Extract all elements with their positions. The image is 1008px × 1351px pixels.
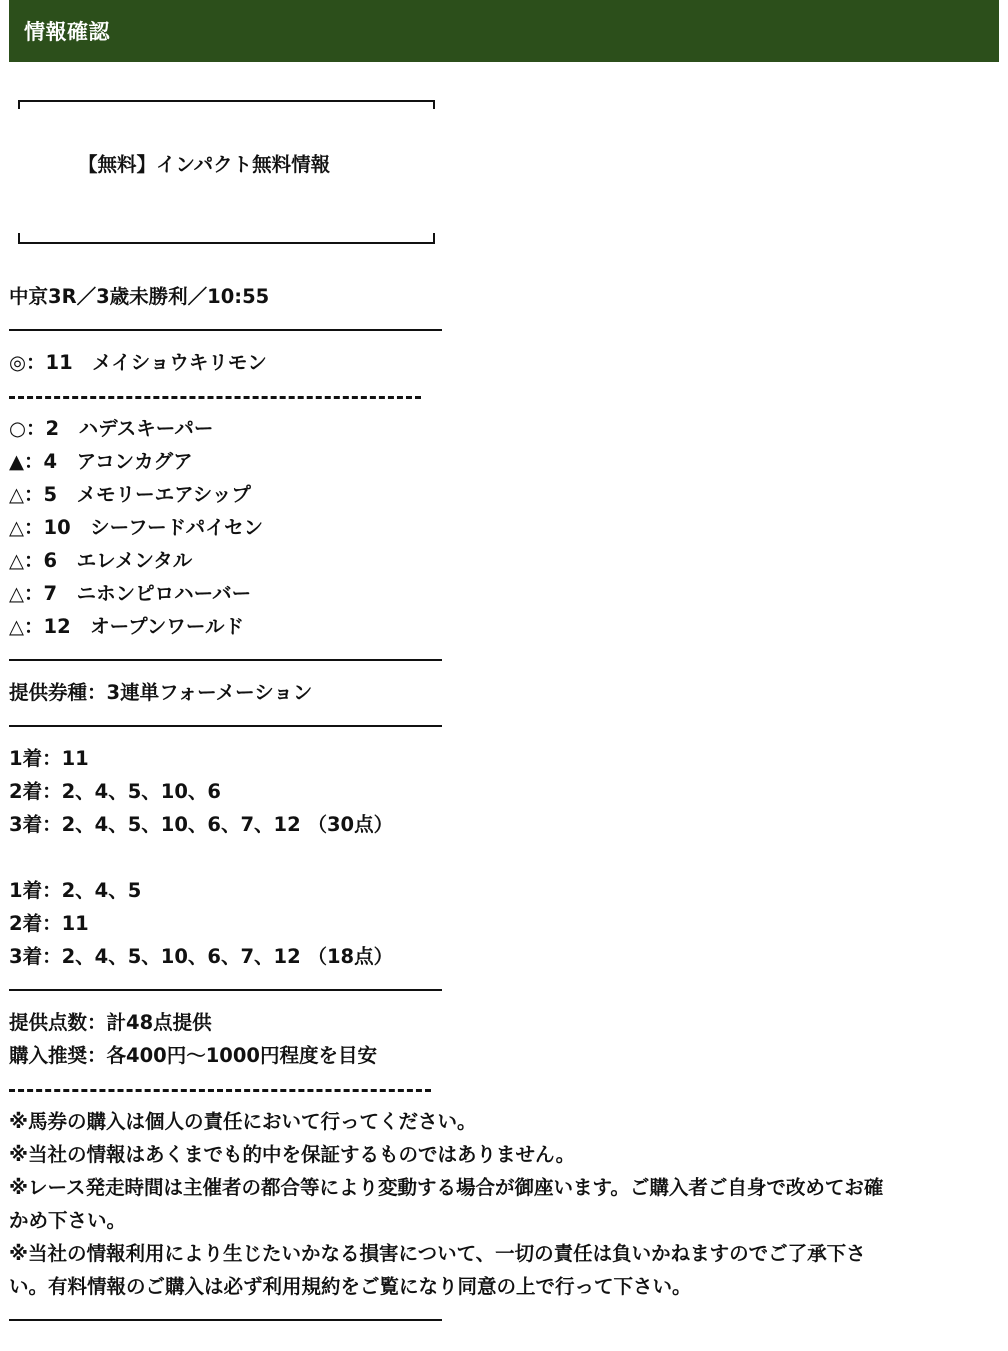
note-line: ※レース発走時間は主催者の都合等により変動する場合が御座います。ご購入者ご自身で改めてお確: [9, 1176, 884, 1199]
bet-type: 提供券種：3連単フォーメーション: [9, 681, 313, 704]
formation2-third: 3着：2、4、5、10、6、7、12 （18点）: [9, 945, 394, 968]
dashed-divider: [9, 1072, 994, 1105]
note-line: い。有料情報のご購入は必ず利用規約をご覧になり同意の上で行って下さい。: [9, 1275, 692, 1298]
note-line: ※当社の情報利用により生じたいかなる損害について、一切の責任は負いかねますのでご了承下さ: [9, 1242, 866, 1265]
formation2-first: 1着：2、4、5: [9, 879, 142, 902]
divider: [9, 1303, 994, 1336]
formation2-second: 2着：11: [9, 912, 89, 935]
info-content: [9, 82, 994, 1336]
formation1-third: 3着：2、4、5、10、6、7、12 （30点）: [9, 813, 394, 836]
purchase-recommendation: 購入推奨：各400円～1000円程度を目安: [9, 1044, 377, 1067]
pick-item: ▲：4 アコンカグア: [9, 450, 193, 473]
pick-item: △：12 オープンワールド: [9, 615, 244, 638]
total-points: 提供点数：計48点提供: [9, 1011, 212, 1034]
pick-item: △：10 シーフードパイセン: [9, 516, 264, 539]
divider: [9, 973, 994, 1006]
page-header: [9, 0, 999, 62]
divider: [9, 643, 994, 676]
page-title: 情報確認: [24, 20, 110, 44]
formation1-second: 2着：2、4、5、10、6: [9, 780, 221, 803]
divider: [9, 709, 994, 742]
note-line: ※当社の情報はあくまでも的中を保証するものではありません。: [9, 1143, 576, 1166]
pick-item: △：6 エレメンタル: [9, 549, 193, 572]
pick-item: △：5 メモリーエアシップ: [9, 483, 251, 506]
note-line: かめ下さい。: [9, 1209, 127, 1232]
formation1-first: 1着：11: [9, 747, 89, 770]
divider: [9, 313, 994, 346]
pick-item: ○：2 ハデスキーパー: [9, 417, 214, 440]
box-frame-bottom: [9, 214, 439, 247]
box-title: 【無料】インパクト無料情報: [78, 153, 331, 176]
race-info: 中京3R／3歳未勝利／10:55: [9, 285, 270, 308]
note-line: ※馬券の購入は個人の責任において行ってください。: [9, 1110, 477, 1133]
dashed-divider: [9, 379, 994, 412]
honmei-pick: ◎：11 メイショウキリモン: [9, 351, 267, 374]
pick-item: △：7 ニホンピロハーバー: [9, 582, 252, 605]
box-frame-top: [9, 82, 439, 115]
